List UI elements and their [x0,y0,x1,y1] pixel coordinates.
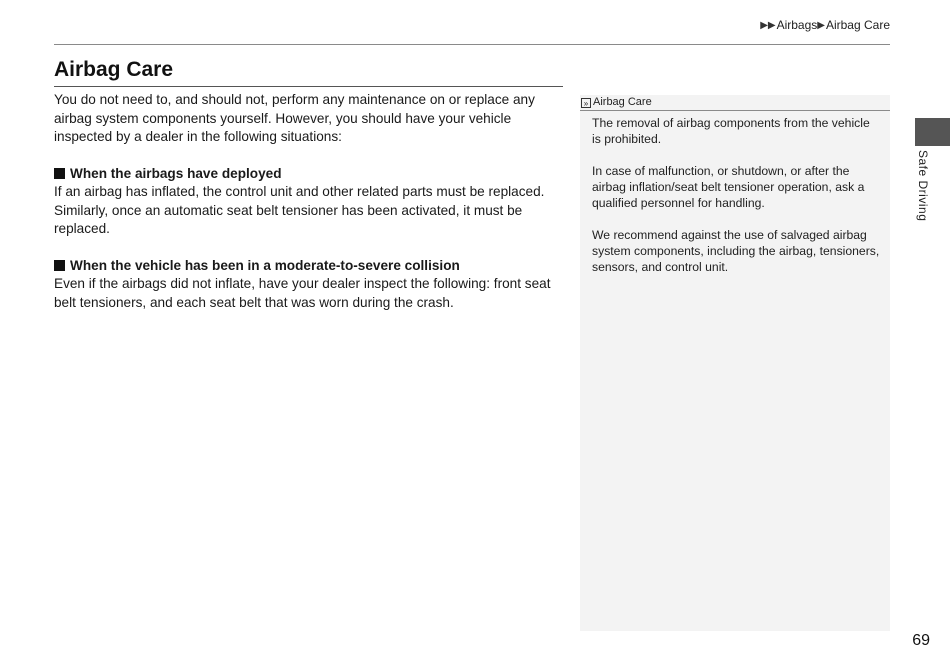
square-bullet-icon [54,168,65,179]
sidebar-paragraph: In case of malfunction, or shutdown, or after the airbag inflation/seat belt tensioner operation, ask a qualified personnel for handling. [592,164,865,210]
sidebar-body [580,111,890,275]
main-content [54,91,566,312]
section-heading [54,165,566,184]
section-heading-text: When the vehicle has been in a moderate-to-severe collision [70,257,460,273]
reference-icon: » [581,98,591,108]
section-body: If an airbag has inflated, the control unit and other related parts must be replaced. Similarly, once an automatic seat belt tensioner has been activated, it must be replaced. [54,184,545,236]
sidebar-note [580,95,890,631]
sidebar-paragraph: The removal of airbag components from the vehicle is prohibited. [592,116,870,146]
section-body: Even if the airbags did not inflate, have your dealer inspect the following: front seat belt tensioners, and each seat belt that was worn during the crash. [54,276,551,310]
intro-paragraph: You do not need to, and should not, perform any maintenance on or replace any airbag system components yourself. However, you should have your vehicle inspected by a dealer in the following situations: [54,92,535,144]
page-title: Airbag Care [54,58,174,81]
triangle-icon: ▶▶ [760,19,776,31]
triangle-icon: ▶ [817,19,825,31]
section-heading-text: When the airbags have deployed [70,165,282,181]
sidebar-heading-text: Airbag Care [593,96,652,108]
sidebar-paragraph: We recommend against the use of salvaged airbag system components, including the airbag, tensioners, sensors, and control unit. [592,228,880,274]
section-heading [54,257,566,276]
header-divider [54,44,890,45]
square-bullet-icon [54,260,65,271]
page-number: 69 [912,632,930,649]
breadcrumb-airbags[interactable]: Airbags [776,18,818,32]
chapter-tab-marker[interactable] [915,118,950,146]
breadcrumb [760,18,890,32]
sidebar-heading [580,95,890,111]
chapter-tab-label[interactable]: Safe Driving [916,150,930,222]
breadcrumb-airbag-care[interactable]: Airbag Care [825,18,890,32]
title-divider [54,86,563,87]
